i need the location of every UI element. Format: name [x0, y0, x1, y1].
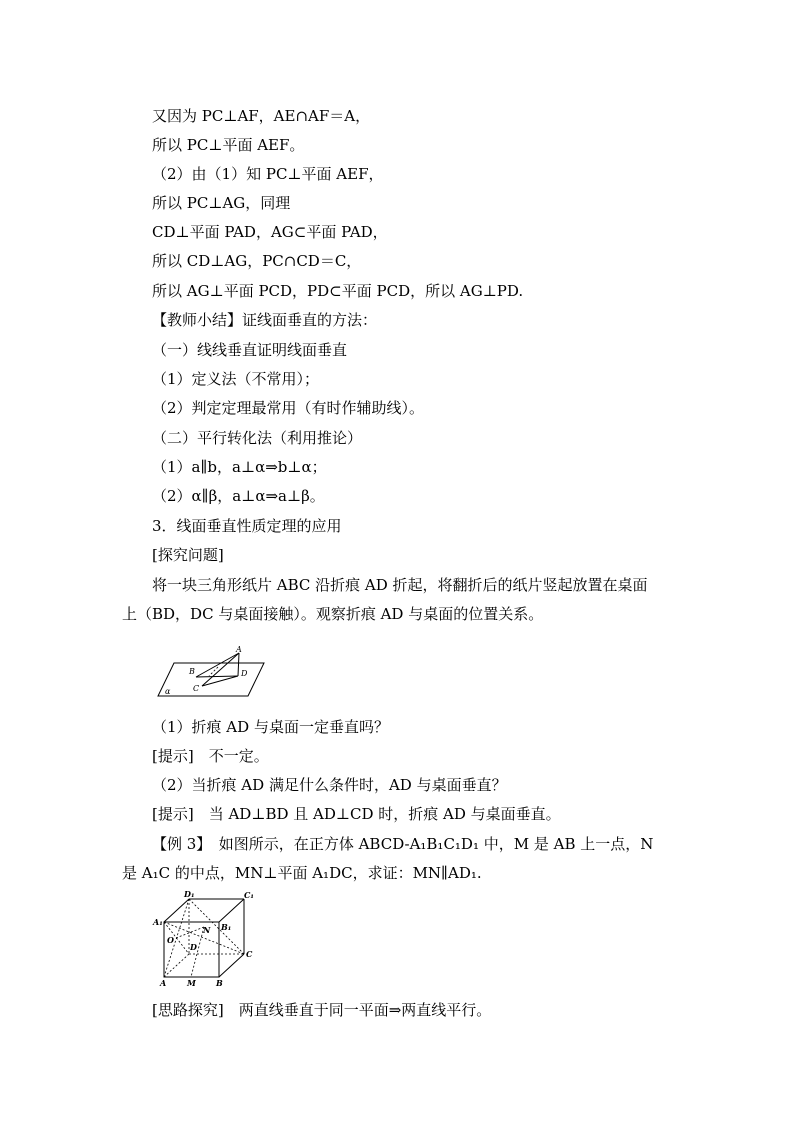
- point-label: M: [187, 978, 196, 988]
- text-line: （2）α∥β，a⊥α⇒a⊥β。: [152, 487, 325, 505]
- text-line: 所以 PC⊥平面 AEF。: [152, 136, 305, 154]
- hint-line: [提示] 不一定。: [152, 747, 269, 765]
- analysis-line: [思路探究] 两直线垂直于同一平面⇒两直线平行。: [152, 1001, 492, 1019]
- cube-figure: [148, 890, 260, 990]
- example-line: 【例 3】 如图所示，在正方体 ABCD-A₁B₁C₁D₁ 中，M 是 AB 上一点，N: [152, 835, 654, 853]
- point-label: A: [160, 978, 167, 988]
- text-line: 又因为 PC⊥AF，AE∩AF＝A，: [152, 107, 371, 125]
- point-label: B: [216, 978, 223, 988]
- point-label: O: [167, 935, 174, 945]
- text-line: CD⊥平面 PAD，AG⊂平面 PAD，: [152, 223, 388, 241]
- text-line: （2）判定定理最常用（有时作辅助线）。: [152, 399, 425, 417]
- question-line: （1）折痕 AD 与桌面一定垂直吗？: [152, 718, 389, 736]
- text-line: 所以 AG⊥平面 PCD，PD⊂平面 PCD，所以 AG⊥PD.: [152, 282, 524, 300]
- text-line: 【教师小结】证线面垂直的方法：: [152, 311, 378, 329]
- point-label: B₁: [221, 922, 232, 932]
- text-line: （1）a∥b，a⊥α⇒b⊥α；: [152, 458, 327, 476]
- folded-triangle-figure: [150, 645, 270, 701]
- point-label: C₁: [244, 890, 254, 900]
- point-label: D₁: [184, 890, 195, 899]
- text-line: [探究问题]: [152, 546, 224, 564]
- question-line: （2）当折痕 AD 满足什么条件时，AD 与桌面垂直？: [152, 776, 507, 794]
- text-line: 将一块三角形纸片 ABC 沿折痕 AD 折起，将翻折后的纸片竖起放置在桌面: [152, 576, 648, 594]
- text-line: （2）由（1）知 PC⊥平面 AEF，: [152, 165, 384, 183]
- point-label: C: [193, 684, 200, 693]
- text-line: （二）平行转化法（利用推论）: [152, 429, 363, 447]
- text-line: 所以 PC⊥AG，同理: [152, 194, 291, 212]
- point-label: D: [190, 942, 197, 952]
- point-label: B: [189, 667, 195, 676]
- point-label: C: [246, 949, 253, 959]
- text-line: 所以 CD⊥AG，PC∩CD＝C，: [152, 252, 362, 270]
- point-label: A: [236, 645, 242, 654]
- hint-line: [提示] 当 AD⊥BD 且 AD⊥CD 时，折痕 AD 与桌面垂直。: [152, 805, 561, 823]
- text-line: 上（BD，DC 与桌面接触）。观察折痕 AD 与桌面的位置关系。: [122, 605, 544, 623]
- text-line: （一）线线垂直证明线面垂直: [152, 341, 348, 359]
- point-label: A₁: [153, 917, 163, 927]
- text-line: （1）定义法（不常用）；: [152, 370, 320, 388]
- point-label: D: [241, 669, 248, 678]
- example-line: 是 A₁C 的中点，MN⊥平面 A₁DC，求证：MN∥AD₁.: [122, 864, 482, 882]
- point-label: N: [203, 925, 211, 935]
- plane-label: α: [165, 687, 171, 696]
- section-heading: 3．线面垂直性质定理的应用: [152, 517, 342, 535]
